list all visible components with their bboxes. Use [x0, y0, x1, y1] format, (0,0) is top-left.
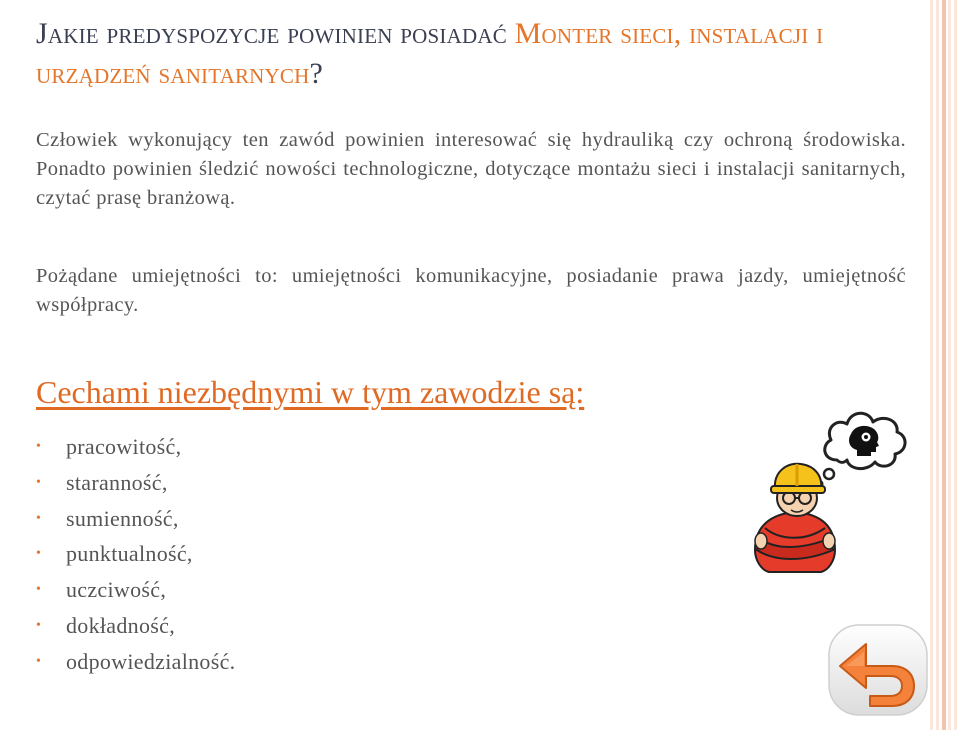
- bullet-icon: •: [36, 546, 42, 562]
- paragraph-skills: Pożądane umiejętności to: umiejętności komunikacyjne, posiadanie prawa jazdy, umiejętność współpracy.: [36, 265, 906, 316]
- bullet-icon: •: [36, 617, 42, 633]
- traits-heading: Cechami niezbędnymi w tym zawodzie są:: [36, 374, 585, 410]
- list-item: • staranność,: [36, 465, 235, 501]
- list-item: • punktualność,: [36, 536, 235, 572]
- bullet-icon: •: [36, 474, 42, 490]
- thought-bubble-icon: [816, 413, 906, 487]
- decorative-side-stripes: [930, 0, 960, 730]
- title-part-3: sieci, instalacji i urządzeń sanitarnych: [36, 17, 824, 90]
- list-item: • odpowiedzialność.: [36, 644, 235, 680]
- bullet-icon: •: [36, 653, 42, 669]
- back-button[interactable]: [826, 622, 930, 718]
- worker-icon: [755, 464, 835, 572]
- list-item: • pracowitość,: [36, 429, 235, 465]
- bullet-icon: •: [36, 582, 42, 598]
- list-item: • dokładność,: [36, 608, 235, 644]
- title-part-4: ?: [309, 57, 323, 90]
- title-part-2: Monter: [514, 17, 613, 50]
- traits-list: [36, 429, 235, 680]
- thinking-worker-icon: [745, 400, 915, 580]
- list-item: • uczciwość,: [36, 572, 235, 608]
- title-part-1: Jakie predyspozycje powinien posiadać: [36, 17, 515, 50]
- paragraph-interests: Człowiek wykonujący ten zawód powinien interesować się hydrauliką czy ochroną środowiska. Ponadto powinien śledzić nowości technologiczne, dotyczące montażu sieci i instalacji sanitarnych, czytać prasę branżową.: [36, 129, 906, 209]
- list-item: • sumienność,: [36, 501, 235, 537]
- page-title: [36, 14, 916, 94]
- bullet-icon: •: [36, 439, 42, 454]
- bullet-icon: •: [36, 510, 42, 526]
